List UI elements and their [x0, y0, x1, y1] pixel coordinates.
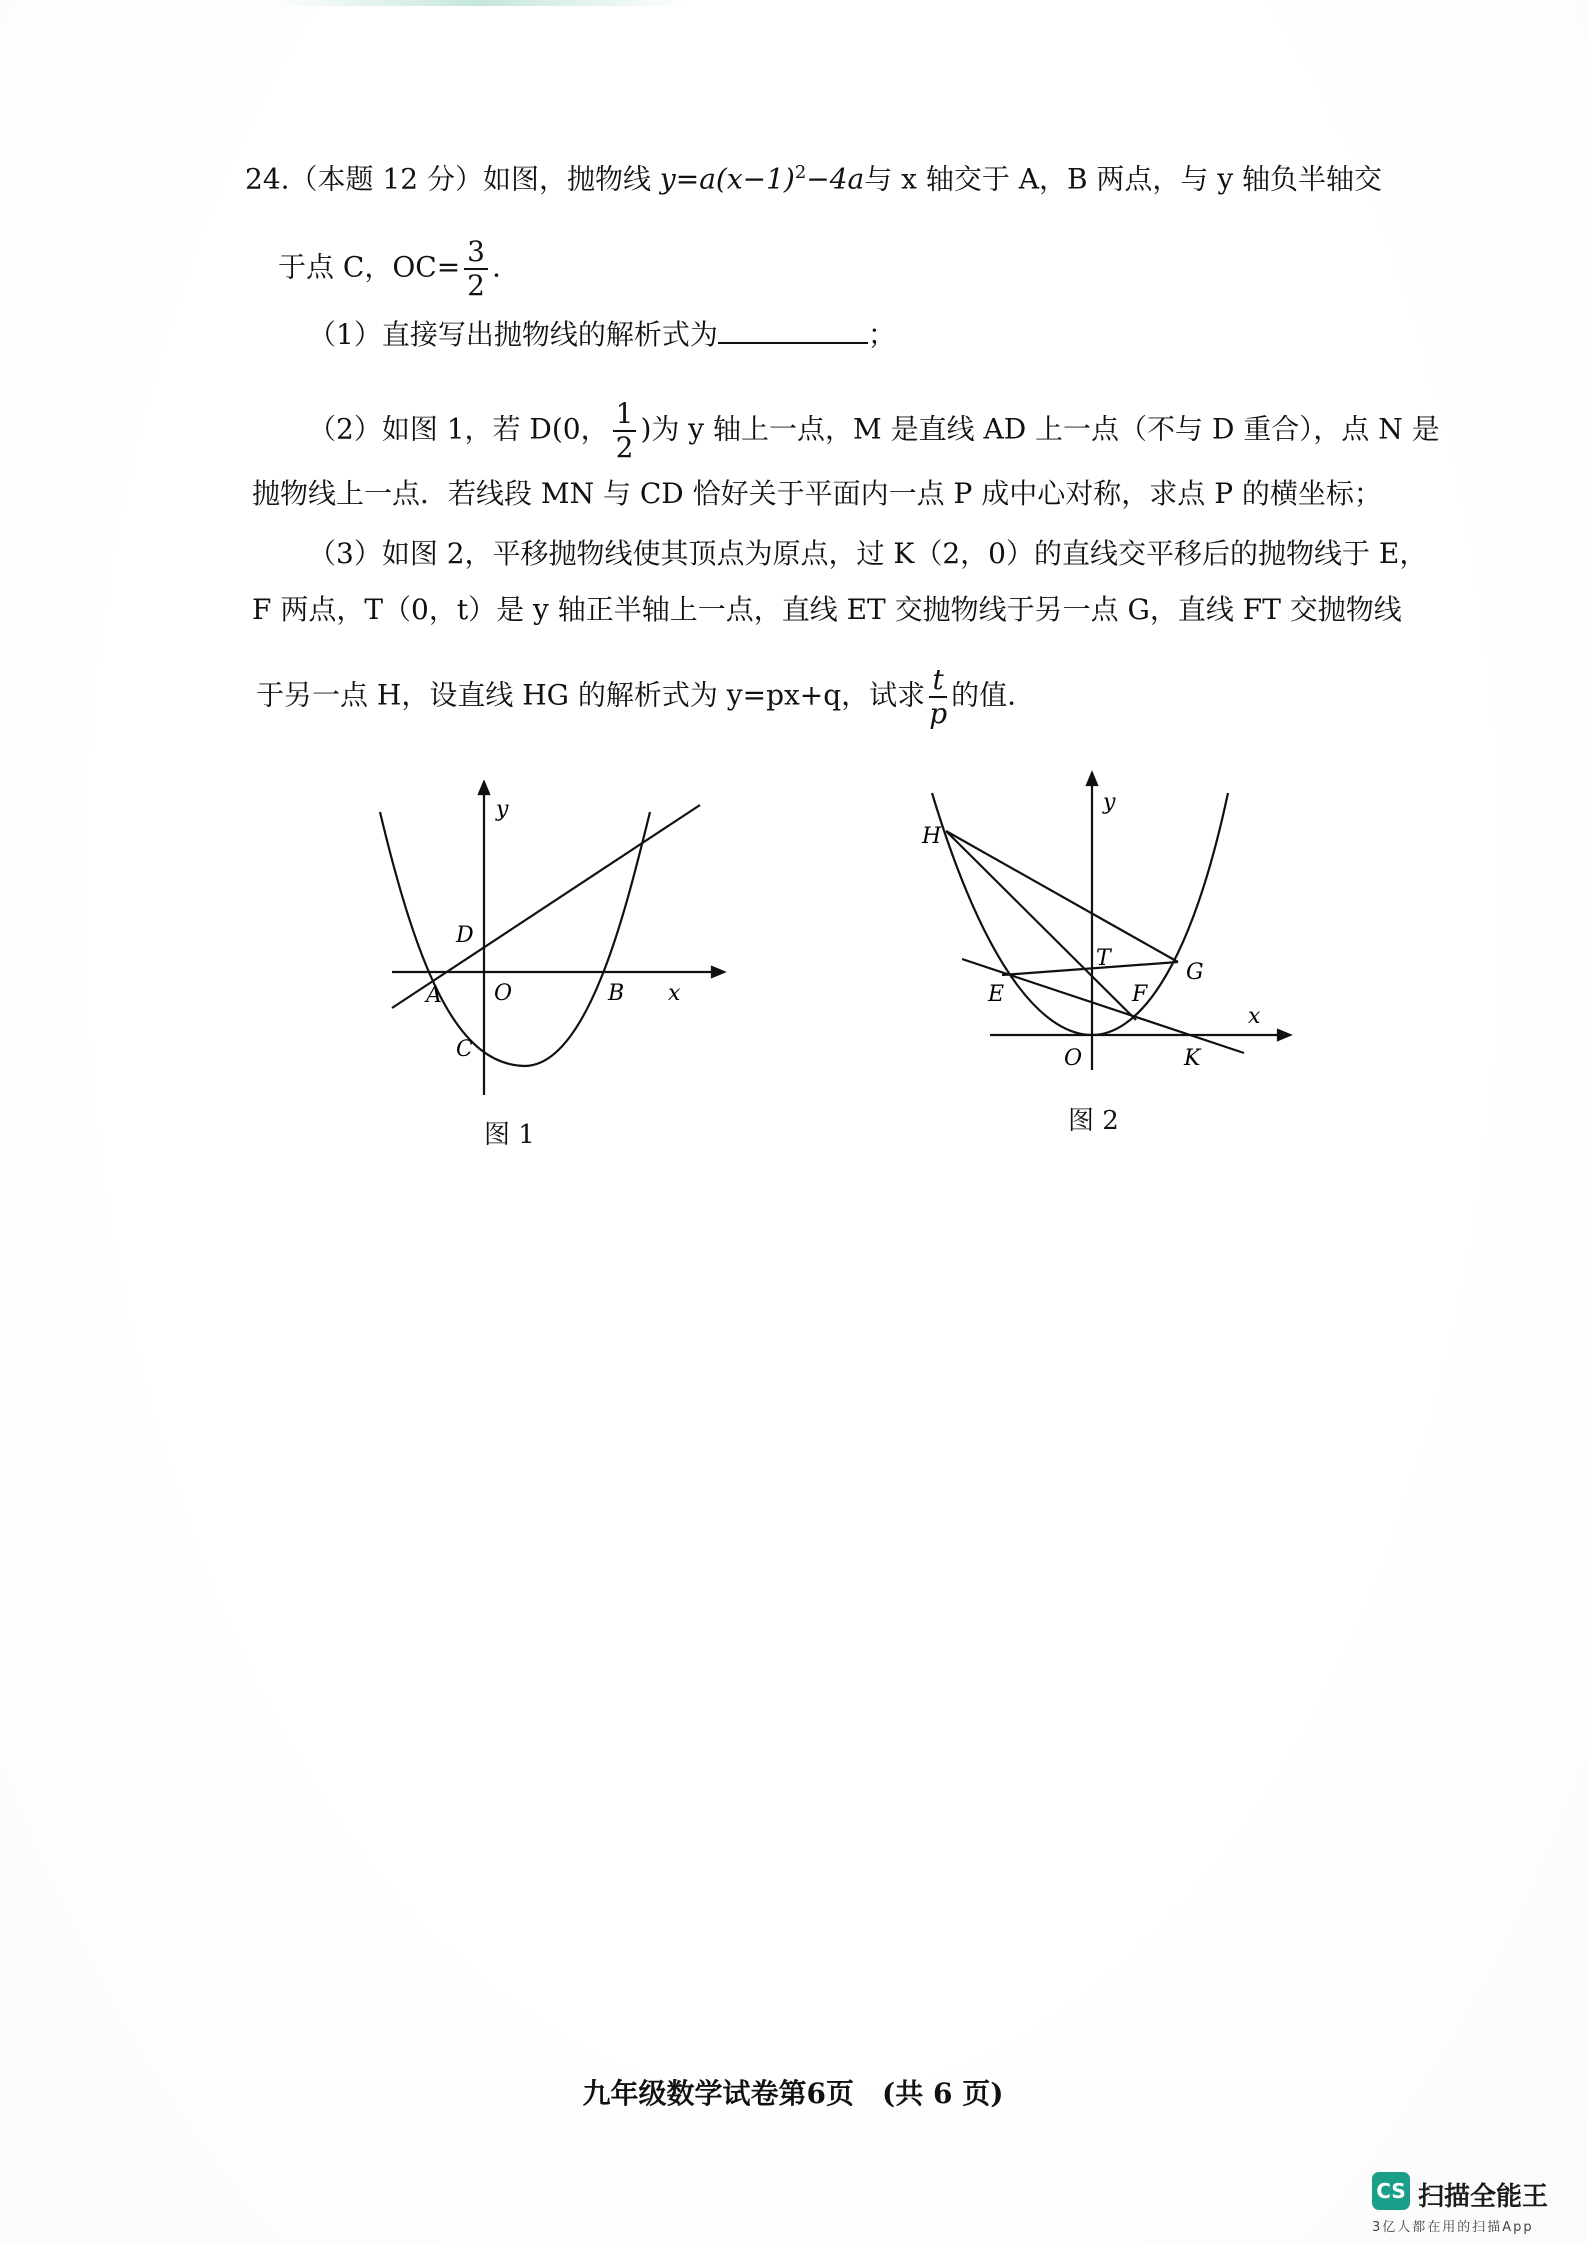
question-score-note: （本题 12 分） — [289, 162, 483, 196]
fig2-label-k: K — [1184, 1046, 1201, 1071]
fig2-label-t: T — [1096, 946, 1111, 971]
cs-logo-icon: CS — [1372, 2172, 1410, 2210]
eq-paren: (x−1) — [715, 162, 795, 196]
watermark-subtitle: 3亿人都在用的扫描App — [1372, 2220, 1534, 2235]
answer-blank[interactable] — [718, 318, 868, 344]
figure-2-caption: 图 2 — [1068, 1106, 1119, 1136]
fig2-label-g: G — [1186, 960, 1204, 985]
part-3-line-2 — [252, 593, 1402, 626]
part-2-line-1 — [308, 398, 1440, 464]
part-3-text-b: F 两点，T（0，t）是 y 轴正半轴上一点，直线 ET 交抛物线于另一点 G，直线 FT 交抛物线 — [252, 593, 1402, 626]
fig2-x-arrow — [1278, 1030, 1290, 1040]
page-footer: 九年级数学试卷第6页 (共 6 页) — [582, 2077, 1004, 2110]
watermark-name: 扫描全能王 — [1418, 2182, 1549, 2212]
oc-period: . — [492, 250, 501, 284]
figure-1 — [360, 780, 730, 1100]
scanner-watermark — [1372, 2172, 1572, 2235]
fig1-label-a: A — [426, 983, 442, 1008]
fig2-label-h: H — [922, 824, 942, 849]
fig2-line-hf — [946, 831, 1136, 1020]
part-2-line-2 — [252, 477, 1382, 510]
eq-minus-term: −4a — [806, 162, 865, 196]
part-3-line-1 — [308, 537, 1428, 570]
fig2-y-arrow — [1087, 773, 1097, 785]
fig1-x-arrow — [712, 967, 724, 977]
fig2-label-x: x — [1248, 1004, 1261, 1029]
scan-smudge — [270, 0, 690, 6]
fig2-line-hg — [946, 831, 1178, 962]
part-1 — [308, 318, 896, 349]
fig2-label-y: y — [1103, 790, 1116, 815]
fig1-label-o: O — [494, 981, 513, 1006]
fig1-label-c: C — [456, 1037, 473, 1062]
eq-a: a — [699, 162, 716, 196]
d-numerator: 1 — [613, 398, 637, 432]
fig1-label-d: D — [456, 923, 474, 948]
fig1-parabola — [380, 812, 650, 1066]
part-2-text-c: 抛物线上一点．若线段 MN 与 CD 恰好关于平面内一点 P 成中心对称，求点 P 的横坐标； — [252, 477, 1382, 510]
fig1-label-y: y — [496, 797, 509, 822]
fig1-y-arrow — [479, 782, 489, 794]
d-denominator: 2 — [615, 431, 634, 465]
question-text-tail: 与 x 轴交于 A，B 两点，与 y 轴负半轴交 — [864, 162, 1383, 196]
question-line-2 — [278, 236, 501, 302]
oc-numerator: 3 — [464, 236, 488, 270]
figure-1-caption: 图 1 — [484, 1120, 535, 1150]
d-fraction — [613, 398, 637, 464]
oc-fraction — [464, 236, 488, 302]
part-1-end: ； — [867, 318, 896, 351]
part-2-text-a: （2）如图 1，若 D(0， — [308, 412, 609, 446]
question-number: 24. — [245, 162, 290, 196]
part-3-line-3 — [256, 664, 1016, 730]
p-denominator: p — [929, 697, 948, 731]
fig2-label-e: E — [988, 982, 1005, 1007]
eq-exponent: 2 — [794, 162, 807, 183]
t-numerator: t — [929, 664, 947, 698]
fig2-label-f: F — [1132, 982, 1148, 1007]
part-1-text: （1）直接写出抛物线的解析式为 — [308, 318, 718, 351]
eq-sign: = — [675, 162, 700, 196]
question-line-1 — [245, 162, 1383, 196]
oc-text: 于点 C，OC= — [278, 250, 461, 284]
fig1-label-x: x — [668, 981, 681, 1006]
oc-denominator: 2 — [467, 269, 485, 303]
t-over-p-fraction — [929, 664, 947, 730]
part-2-text-b: )为 y 轴上一点，M 是直线 AD 上一点（不与 D 重合），点 N 是 — [640, 412, 1440, 446]
part-3-text-d: 的值. — [951, 678, 1017, 712]
fig2-label-o: O — [1064, 1046, 1083, 1071]
fig1-label-b: B — [608, 981, 625, 1006]
eq-y: y — [659, 162, 676, 196]
figure-2 — [910, 765, 1300, 1085]
question-text: 如图，抛物线 — [482, 162, 651, 196]
fig1-line-ad — [392, 805, 700, 1008]
part-3-text-a: （3）如图 2，平移抛物线使其顶点为原点，过 K（2，0）的直线交平移后的抛物线于 E， — [308, 537, 1428, 570]
part-3-text-c: 于另一点 H，设直线 HG 的解析式为 y=px+q，试求 — [256, 678, 926, 712]
